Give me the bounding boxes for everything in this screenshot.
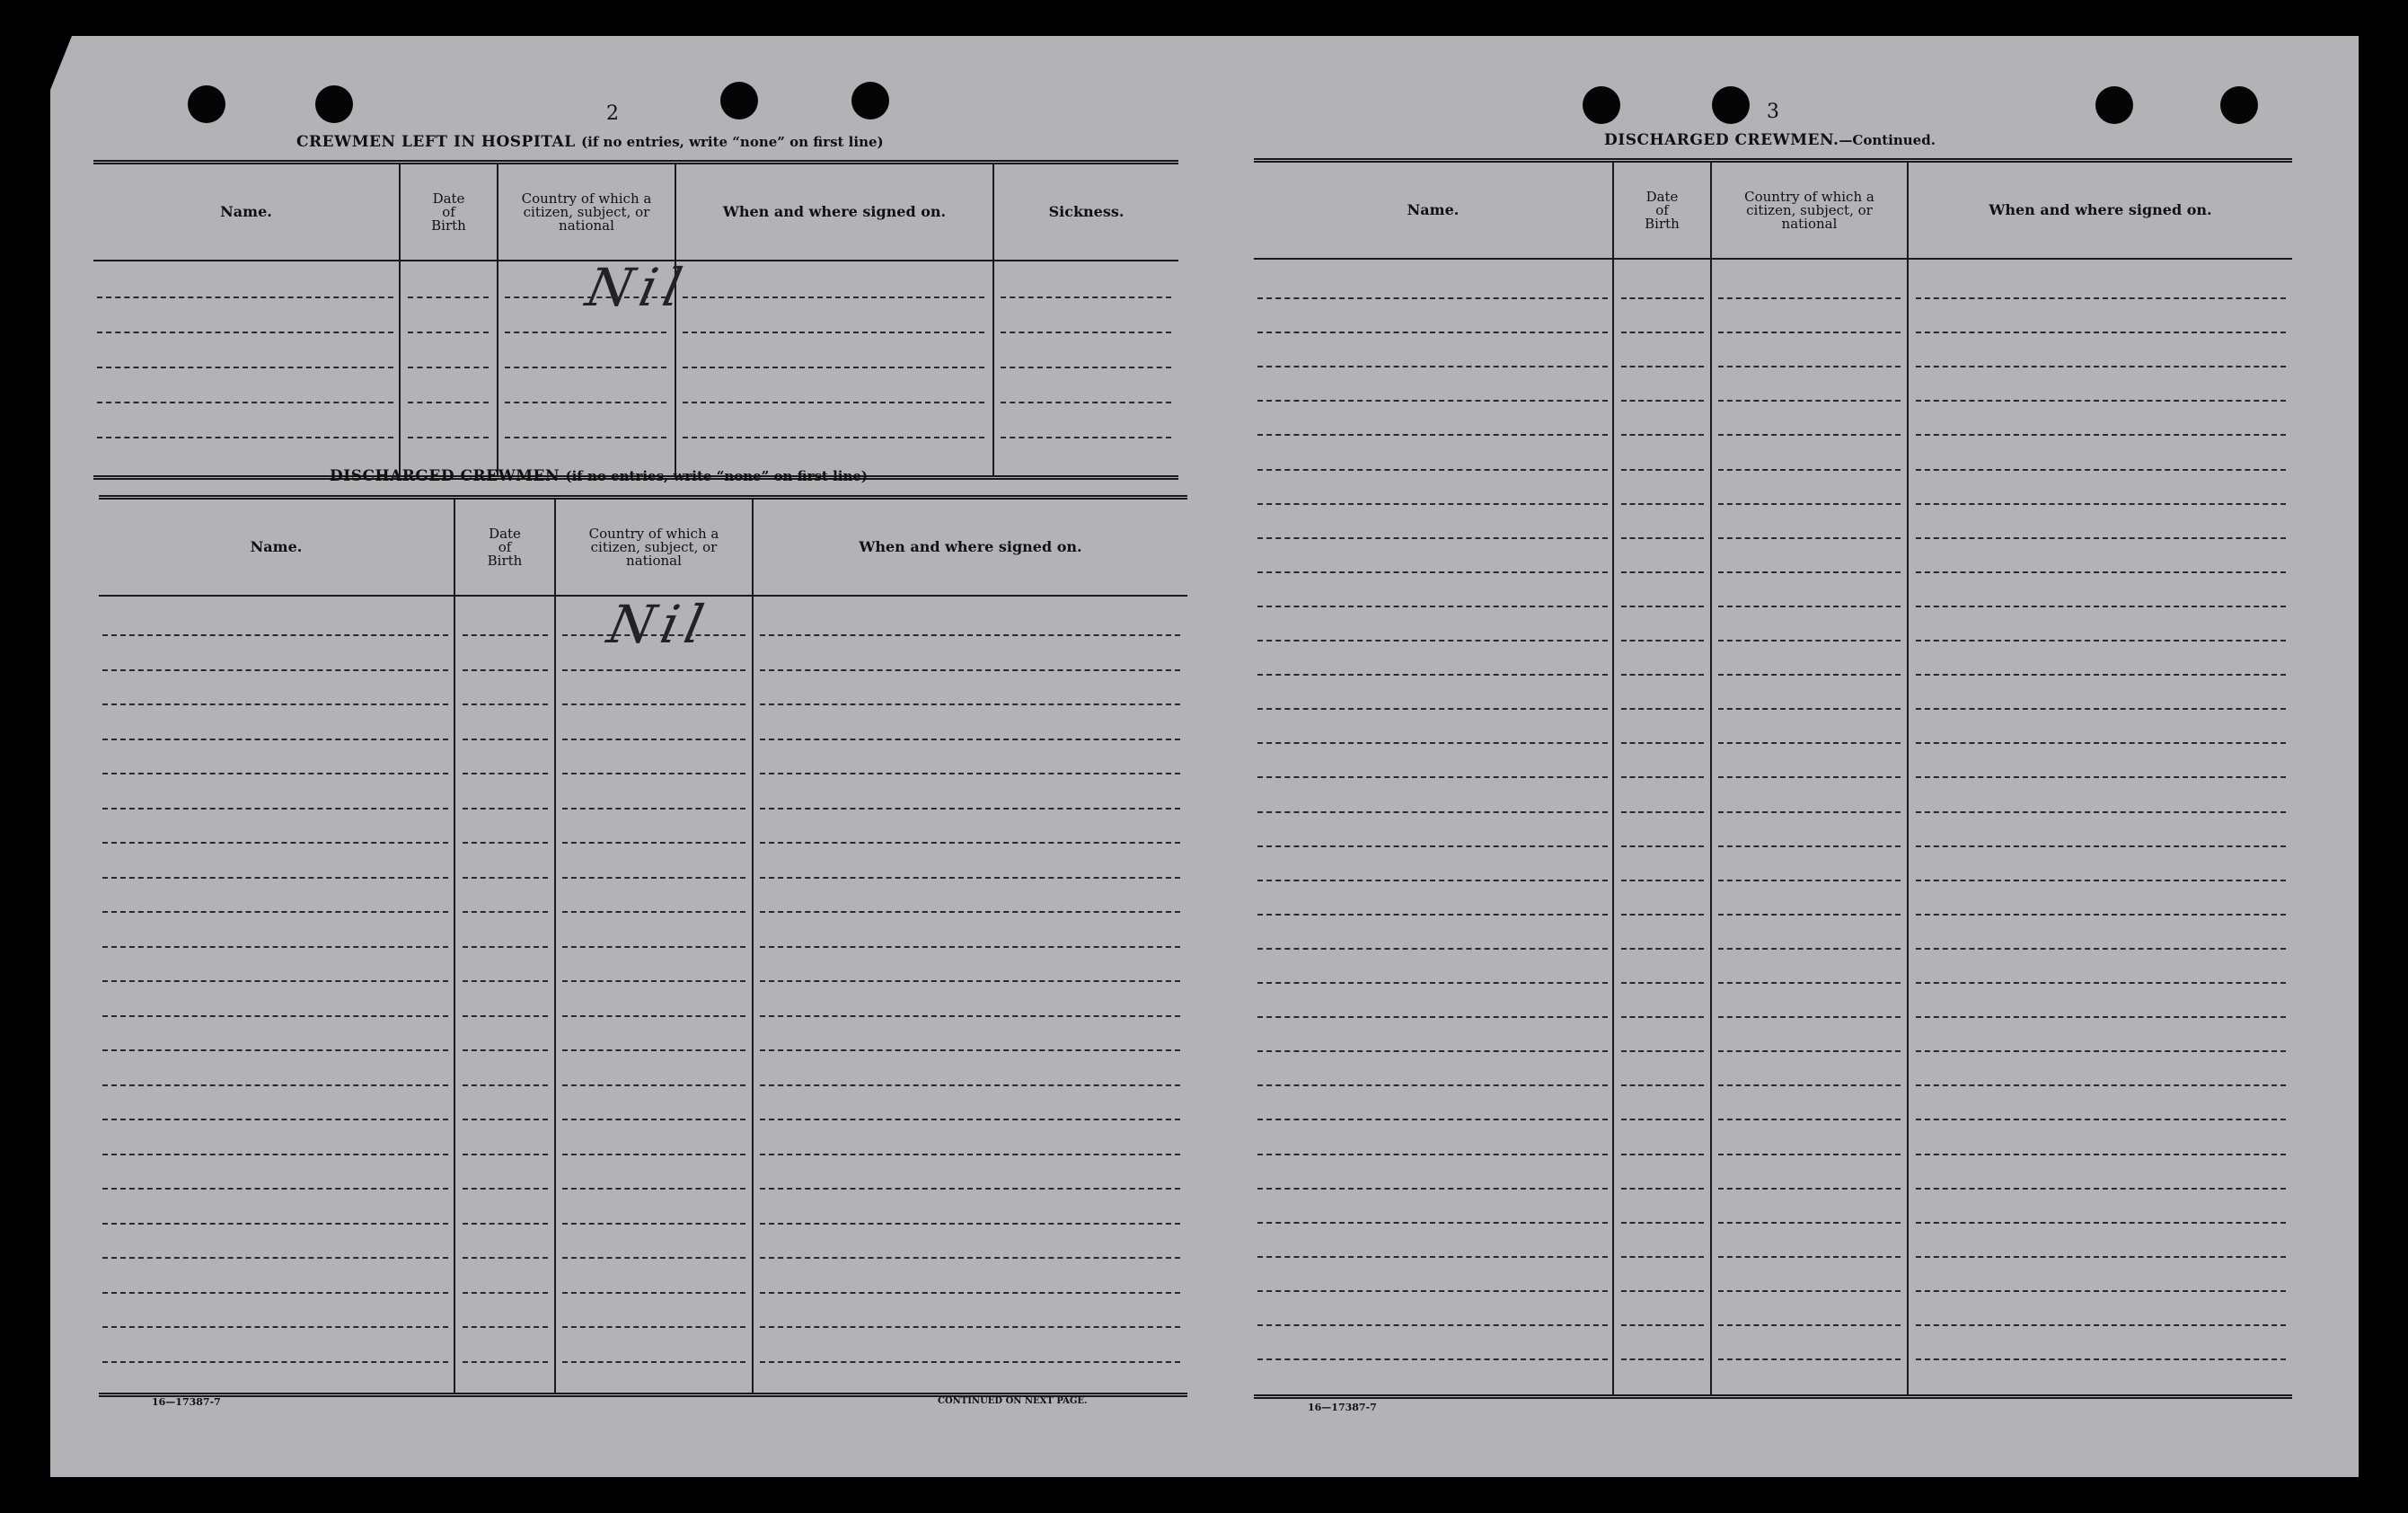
ruled-entry-line xyxy=(97,367,393,368)
page-number-right: 3 xyxy=(1767,101,1779,123)
column-header-country: Country of which a citizen, subject, or national xyxy=(1744,188,1874,232)
ruled-entry-line xyxy=(1257,366,1608,367)
ruled-entry-line xyxy=(1718,880,1901,881)
ruled-entry-line xyxy=(1718,1050,1901,1052)
ruled-entry-line xyxy=(505,437,666,438)
ruled-entry-line xyxy=(1257,776,1608,778)
ruled-entry-line xyxy=(1257,1084,1608,1086)
binder-hole xyxy=(315,85,353,123)
column-header-signed-on: When and where signed on. xyxy=(1989,201,2212,218)
ruled-entry-line xyxy=(562,1084,745,1086)
ruled-entry-line xyxy=(760,946,1180,948)
discharged-continued-title-text: DISCHARGED CREWMEN. xyxy=(1604,131,1839,149)
ruled-entry-line xyxy=(1718,537,1901,539)
ruled-entry-line xyxy=(1916,811,2286,813)
ruled-entry-line xyxy=(102,1015,448,1017)
ruled-entry-line xyxy=(505,296,666,298)
ruled-entry-line xyxy=(463,980,548,982)
ruled-entry-line xyxy=(760,1154,1180,1155)
ruled-entry-line xyxy=(1001,332,1171,333)
document-sheet xyxy=(50,36,2359,1477)
ruled-entry-line xyxy=(1718,1256,1901,1258)
ruled-entry-line xyxy=(463,1015,548,1017)
ruled-entry-line xyxy=(760,773,1180,774)
ruled-entry-line xyxy=(1718,776,1901,778)
ruled-entry-line xyxy=(562,669,745,671)
ruled-entry-line xyxy=(683,296,984,298)
ruled-entry-line xyxy=(760,634,1180,636)
ruled-entry-line xyxy=(1621,332,1704,333)
ruled-entry-line xyxy=(760,877,1180,879)
ruled-entry-line xyxy=(1718,845,1901,847)
ruled-entry-line xyxy=(408,296,489,298)
ruled-entry-line xyxy=(1718,571,1901,573)
ruled-entry-line xyxy=(1916,469,2286,471)
column-divider xyxy=(1710,163,1712,1394)
binder-hole xyxy=(720,82,758,119)
column-header-date-of-birth: Date of Birth xyxy=(487,525,523,569)
ruled-entry-line xyxy=(1001,437,1171,438)
ruled-entry-line xyxy=(1718,1188,1901,1190)
table-bottom-rule xyxy=(1254,1394,2292,1399)
ruled-entry-line xyxy=(1257,948,1608,950)
ruled-entry-line xyxy=(1621,1188,1704,1190)
ruled-entry-line xyxy=(562,980,745,982)
ruled-entry-line xyxy=(1621,708,1704,710)
ruled-entry-line xyxy=(760,1257,1180,1259)
ruled-entry-line xyxy=(1916,1188,2286,1190)
ruled-entry-line xyxy=(408,402,489,403)
ruled-entry-line xyxy=(1718,503,1901,505)
ruled-entry-line xyxy=(1718,1154,1901,1155)
ruled-entry-line xyxy=(1257,571,1608,573)
ruled-entry-line xyxy=(1621,982,1704,984)
ruled-entry-line xyxy=(1001,296,1171,298)
ruled-entry-line xyxy=(562,946,745,948)
ruled-entry-line xyxy=(102,739,448,740)
ruled-entry-line xyxy=(562,1292,745,1294)
ruled-entry-line xyxy=(562,842,745,844)
ruled-entry-line xyxy=(1621,537,1704,539)
discharged-continued-suffix: —Continued. xyxy=(1839,132,1936,148)
ruled-entry-line xyxy=(1916,503,2286,505)
ruled-entry-line xyxy=(760,1084,1180,1086)
column-header-date-of-birth: Date of Birth xyxy=(1645,188,1680,232)
ruled-entry-line xyxy=(1718,1084,1901,1086)
discharged-section-title xyxy=(330,467,868,485)
ruled-entry-line xyxy=(1916,1084,2286,1086)
ruled-entry-line xyxy=(1718,948,1901,950)
ruled-entry-line xyxy=(1621,606,1704,607)
column-header-date-of-birth: Date of Birth xyxy=(431,190,466,234)
ruled-entry-line xyxy=(683,402,984,403)
ruled-entry-line xyxy=(463,842,548,844)
ruled-entry-line xyxy=(1718,1016,1901,1018)
ruled-entry-line xyxy=(1718,811,1901,813)
ruled-entry-line xyxy=(1257,606,1608,607)
ruled-entry-line xyxy=(1257,1050,1608,1052)
ruled-entry-line xyxy=(1621,742,1704,744)
ruled-entry-line xyxy=(1916,1119,2286,1120)
ruled-entry-line xyxy=(1718,1222,1901,1224)
binder-hole xyxy=(188,85,225,123)
ruled-entry-line xyxy=(562,808,745,810)
ruled-entry-line xyxy=(1718,469,1901,471)
column-header-name: Name. xyxy=(220,203,272,220)
ruled-entry-line xyxy=(102,877,448,879)
ruled-entry-line xyxy=(1916,1050,2286,1052)
ruled-entry-line xyxy=(463,773,548,774)
ruled-entry-line xyxy=(1257,845,1608,847)
ruled-entry-line xyxy=(102,1257,448,1259)
ruled-entry-line xyxy=(1621,1222,1704,1224)
ruled-entry-line xyxy=(1718,640,1901,641)
ruled-entry-line xyxy=(1718,1324,1901,1326)
table-top-rule xyxy=(99,495,1187,500)
ruled-entry-line xyxy=(463,1257,548,1259)
ruled-entry-line xyxy=(463,1154,548,1155)
binder-hole xyxy=(1712,86,1750,124)
discharged-title-text: DISCHARGED CREWMEN xyxy=(330,467,560,485)
ruled-entry-line xyxy=(463,634,548,636)
column-header-name: Name. xyxy=(250,538,303,555)
ruled-entry-line xyxy=(562,1119,745,1120)
ruled-entry-line xyxy=(1621,880,1704,881)
ruled-entry-line xyxy=(463,739,548,740)
ruled-entry-line xyxy=(463,1084,548,1086)
ruled-entry-line xyxy=(1916,708,2286,710)
ruled-entry-line xyxy=(1621,571,1704,573)
ruled-entry-line xyxy=(1916,776,2286,778)
ruled-entry-line xyxy=(102,1119,448,1120)
column-header-signed-on: When and where signed on. xyxy=(722,203,947,220)
column-divider xyxy=(1907,163,1909,1394)
ruled-entry-line xyxy=(1257,1119,1608,1120)
ruled-entry-line xyxy=(463,1361,548,1363)
ruled-entry-line xyxy=(683,367,984,368)
ruled-entry-line xyxy=(463,669,548,671)
ruled-entry-line xyxy=(1916,640,2286,641)
hospital-section-title xyxy=(296,133,884,151)
ruled-entry-line xyxy=(1916,1358,2286,1360)
ruled-entry-line xyxy=(1621,400,1704,402)
ruled-entry-line xyxy=(463,1223,548,1225)
ruled-entry-line xyxy=(463,877,548,879)
ruled-entry-line xyxy=(1718,297,1901,299)
ruled-entry-line xyxy=(97,296,393,298)
ruled-entry-line xyxy=(1001,367,1171,368)
ruled-entry-line xyxy=(562,877,745,879)
continued-note: CONTINUED ON NEXT PAGE. xyxy=(938,1396,1088,1406)
ruled-entry-line xyxy=(1257,811,1608,813)
ruled-entry-line xyxy=(562,703,745,705)
ruled-entry-line xyxy=(1257,503,1608,505)
ruled-entry-line xyxy=(1621,469,1704,471)
ruled-entry-line xyxy=(1916,434,2286,436)
ruled-entry-line xyxy=(1621,845,1704,847)
ruled-entry-line xyxy=(1621,1290,1704,1292)
discharged-table xyxy=(99,495,1187,1398)
ruled-entry-line xyxy=(1718,674,1901,676)
ruled-entry-line xyxy=(1621,1154,1704,1155)
table-top-rule xyxy=(1254,158,2292,163)
ruled-entry-line xyxy=(1916,332,2286,333)
ruled-entry-line xyxy=(1257,1016,1608,1018)
ruled-entry-line xyxy=(760,1223,1180,1225)
ruled-entry-line xyxy=(102,703,448,705)
ruled-entry-line xyxy=(1257,708,1608,710)
ruled-entry-line xyxy=(1718,1358,1901,1360)
ruled-entry-line xyxy=(1257,1358,1608,1360)
column-header-name: Name. xyxy=(1407,201,1460,218)
ruled-entry-line xyxy=(562,739,745,740)
column-divider xyxy=(1612,163,1614,1394)
ruled-entry-line xyxy=(1621,640,1704,641)
ruled-entry-line xyxy=(760,669,1180,671)
ruled-entry-line xyxy=(463,1326,548,1328)
ruled-entry-line xyxy=(1916,1154,2286,1155)
ruled-entry-line xyxy=(102,911,448,913)
ruled-entry-line xyxy=(102,1361,448,1363)
ruled-entry-line xyxy=(1257,469,1608,471)
ruled-entry-line xyxy=(102,842,448,844)
ruled-entry-line xyxy=(760,842,1180,844)
ruled-entry-line xyxy=(1621,1016,1704,1018)
ruled-entry-line xyxy=(463,911,548,913)
ruled-entry-line xyxy=(102,946,448,948)
ruled-entry-line xyxy=(102,634,448,636)
ruled-entry-line xyxy=(1621,1119,1704,1120)
ruled-entry-line xyxy=(1916,571,2286,573)
ruled-entry-line xyxy=(760,739,1180,740)
ruled-entry-line xyxy=(1257,332,1608,333)
ruled-entry-line xyxy=(1916,366,2286,367)
binder-hole xyxy=(2095,86,2133,124)
column-divider xyxy=(554,500,556,1393)
ruled-entry-line xyxy=(1718,434,1901,436)
ruled-entry-line xyxy=(760,1188,1180,1190)
ruled-entry-line xyxy=(463,1188,548,1190)
ruled-entry-line xyxy=(1621,914,1704,916)
ruled-entry-line xyxy=(463,1049,548,1051)
ruled-entry-line xyxy=(562,634,745,636)
ruled-entry-line xyxy=(1916,1222,2286,1224)
ruled-entry-line xyxy=(562,1154,745,1155)
ruled-entry-line xyxy=(562,1223,745,1225)
ruled-entry-line xyxy=(1621,1050,1704,1052)
ruled-entry-line xyxy=(760,1119,1180,1120)
ruled-entry-line xyxy=(1916,982,2286,984)
ruled-entry-line xyxy=(1257,640,1608,641)
ruled-entry-line xyxy=(1621,674,1704,676)
ruled-entry-line xyxy=(1621,1084,1704,1086)
ruled-entry-line xyxy=(463,1292,548,1294)
ruled-entry-line xyxy=(1257,400,1608,402)
ruled-entry-line xyxy=(1916,1256,2286,1258)
ruled-entry-line xyxy=(1916,606,2286,607)
ruled-entry-line xyxy=(1916,297,2286,299)
ruled-entry-line xyxy=(562,1361,745,1363)
ruled-entry-line xyxy=(102,1084,448,1086)
ruled-entry-line xyxy=(1718,400,1901,402)
ruled-entry-line xyxy=(1257,674,1608,676)
ruled-entry-line xyxy=(1718,742,1901,744)
ruled-entry-line xyxy=(1257,880,1608,881)
ruled-entry-line xyxy=(760,911,1180,913)
ruled-entry-line xyxy=(562,1188,745,1190)
ruled-entry-line xyxy=(1718,366,1901,367)
ruled-entry-line xyxy=(1257,914,1608,916)
ruled-entry-line xyxy=(102,1292,448,1294)
ruled-entry-line xyxy=(1257,434,1608,436)
ruled-entry-line xyxy=(1257,297,1608,299)
ruled-entry-line xyxy=(1916,948,2286,950)
column-header-country: Country of which a citizen, subject, or national xyxy=(521,190,652,234)
binder-hole xyxy=(2220,86,2258,124)
ruled-entry-line xyxy=(505,332,666,333)
folded-corner xyxy=(50,36,72,90)
ruled-entry-line xyxy=(1916,742,2286,744)
ruled-entry-line xyxy=(1718,1119,1901,1120)
ruled-entry-line xyxy=(760,980,1180,982)
ruled-entry-line xyxy=(102,980,448,982)
ruled-entry-line xyxy=(562,773,745,774)
ruled-entry-line xyxy=(1916,537,2286,539)
ruled-entry-line xyxy=(1001,402,1171,403)
ruled-entry-line xyxy=(760,1326,1180,1328)
ruled-entry-line xyxy=(1718,606,1901,607)
ruled-entry-line xyxy=(1257,1222,1608,1224)
discharged-title-note: (if no entries, write “none” on first line) xyxy=(565,468,869,484)
ruled-entry-line xyxy=(102,773,448,774)
ruled-entry-line xyxy=(1621,811,1704,813)
ruled-entry-line xyxy=(1916,674,2286,676)
form-number-right: 16—17387-7 xyxy=(1308,1402,1377,1413)
ruled-entry-line xyxy=(1718,332,1901,333)
discharged-continued-title xyxy=(1604,131,1936,149)
ruled-entry-line xyxy=(1621,1256,1704,1258)
binder-hole xyxy=(851,82,889,119)
ruled-entry-line xyxy=(1257,1154,1608,1155)
ruled-entry-line xyxy=(1718,1290,1901,1292)
ruled-entry-line xyxy=(1916,845,2286,847)
ruled-entry-line xyxy=(1621,776,1704,778)
ruled-entry-line xyxy=(683,332,984,333)
ruled-entry-line xyxy=(1621,297,1704,299)
column-header-sickness: Sickness. xyxy=(1048,203,1125,220)
ruled-entry-line xyxy=(760,808,1180,810)
ruled-entry-line xyxy=(102,808,448,810)
ruled-entry-line xyxy=(1257,537,1608,539)
ruled-entry-line xyxy=(463,1119,548,1120)
hospital-title-note: (if no entries, write “none” on first line) xyxy=(581,134,884,150)
discharged-continued-table xyxy=(1254,158,2292,1400)
ruled-entry-line xyxy=(1718,982,1901,984)
ruled-entry-line xyxy=(102,1049,448,1051)
ruled-entry-line xyxy=(562,1257,745,1259)
ruled-entry-line xyxy=(505,367,666,368)
ruled-entry-line xyxy=(97,332,393,333)
ruled-entry-line xyxy=(102,1223,448,1225)
ruled-entry-line xyxy=(562,1326,745,1328)
ruled-entry-line xyxy=(760,703,1180,705)
ruled-entry-line xyxy=(1916,1016,2286,1018)
handwritten-entry-nil: Nil xyxy=(580,257,695,318)
column-divider xyxy=(454,500,455,1393)
ruled-entry-line xyxy=(760,1361,1180,1363)
ruled-entry-line xyxy=(408,332,489,333)
ruled-entry-line xyxy=(1257,982,1608,984)
ruled-entry-line xyxy=(1916,1290,2286,1292)
ruled-entry-line xyxy=(1621,366,1704,367)
ruled-entry-line xyxy=(683,437,984,438)
ruled-entry-line xyxy=(102,1188,448,1190)
ruled-entry-line xyxy=(1916,880,2286,881)
column-header-country: Country of which a citizen, subject, or national xyxy=(588,525,719,569)
ruled-entry-line xyxy=(1718,914,1901,916)
ruled-entry-line xyxy=(1257,1290,1608,1292)
ruled-entry-line xyxy=(1916,400,2286,402)
ruled-entry-line xyxy=(408,367,489,368)
form-number-left: 16—17387-7 xyxy=(152,1396,221,1408)
ruled-entry-line xyxy=(1257,1256,1608,1258)
ruled-entry-line xyxy=(505,402,666,403)
ruled-entry-line xyxy=(97,402,393,403)
table-top-rule xyxy=(93,160,1178,164)
page-number-left: 2 xyxy=(606,102,619,125)
ruled-entry-line xyxy=(463,703,548,705)
ruled-entry-line xyxy=(1621,1324,1704,1326)
ruled-entry-line xyxy=(1621,503,1704,505)
ruled-entry-line xyxy=(97,437,393,438)
ruled-entry-line xyxy=(1916,914,2286,916)
ruled-entry-line xyxy=(562,1049,745,1051)
hospital-table xyxy=(93,160,1178,481)
ruled-entry-line xyxy=(760,1015,1180,1017)
ruled-entry-line xyxy=(1621,948,1704,950)
ruled-entry-line xyxy=(562,1015,745,1017)
ruled-entry-line xyxy=(1718,708,1901,710)
handwritten-entry-nil: Nil xyxy=(602,594,717,655)
ruled-entry-line xyxy=(408,437,489,438)
ruled-entry-line xyxy=(760,1049,1180,1051)
hospital-title-text: CREWMEN LEFT IN HOSPITAL xyxy=(296,133,576,151)
ruled-entry-line xyxy=(102,669,448,671)
ruled-entry-line xyxy=(1621,434,1704,436)
ruled-entry-line xyxy=(760,1292,1180,1294)
ruled-entry-line xyxy=(463,808,548,810)
ruled-entry-line xyxy=(562,911,745,913)
ruled-entry-line xyxy=(102,1326,448,1328)
ruled-entry-line xyxy=(1257,1324,1608,1326)
ruled-entry-line xyxy=(1257,742,1608,744)
ruled-entry-line xyxy=(1916,1324,2286,1326)
ruled-entry-line xyxy=(463,946,548,948)
column-header-signed-on: When and where signed on. xyxy=(859,538,1082,555)
ruled-entry-line xyxy=(1621,1358,1704,1360)
ruled-entry-line xyxy=(102,1154,448,1155)
column-divider xyxy=(752,500,754,1393)
table-header-rule xyxy=(1254,258,2292,260)
binder-hole xyxy=(1583,86,1620,124)
ruled-entry-line xyxy=(1257,1188,1608,1190)
